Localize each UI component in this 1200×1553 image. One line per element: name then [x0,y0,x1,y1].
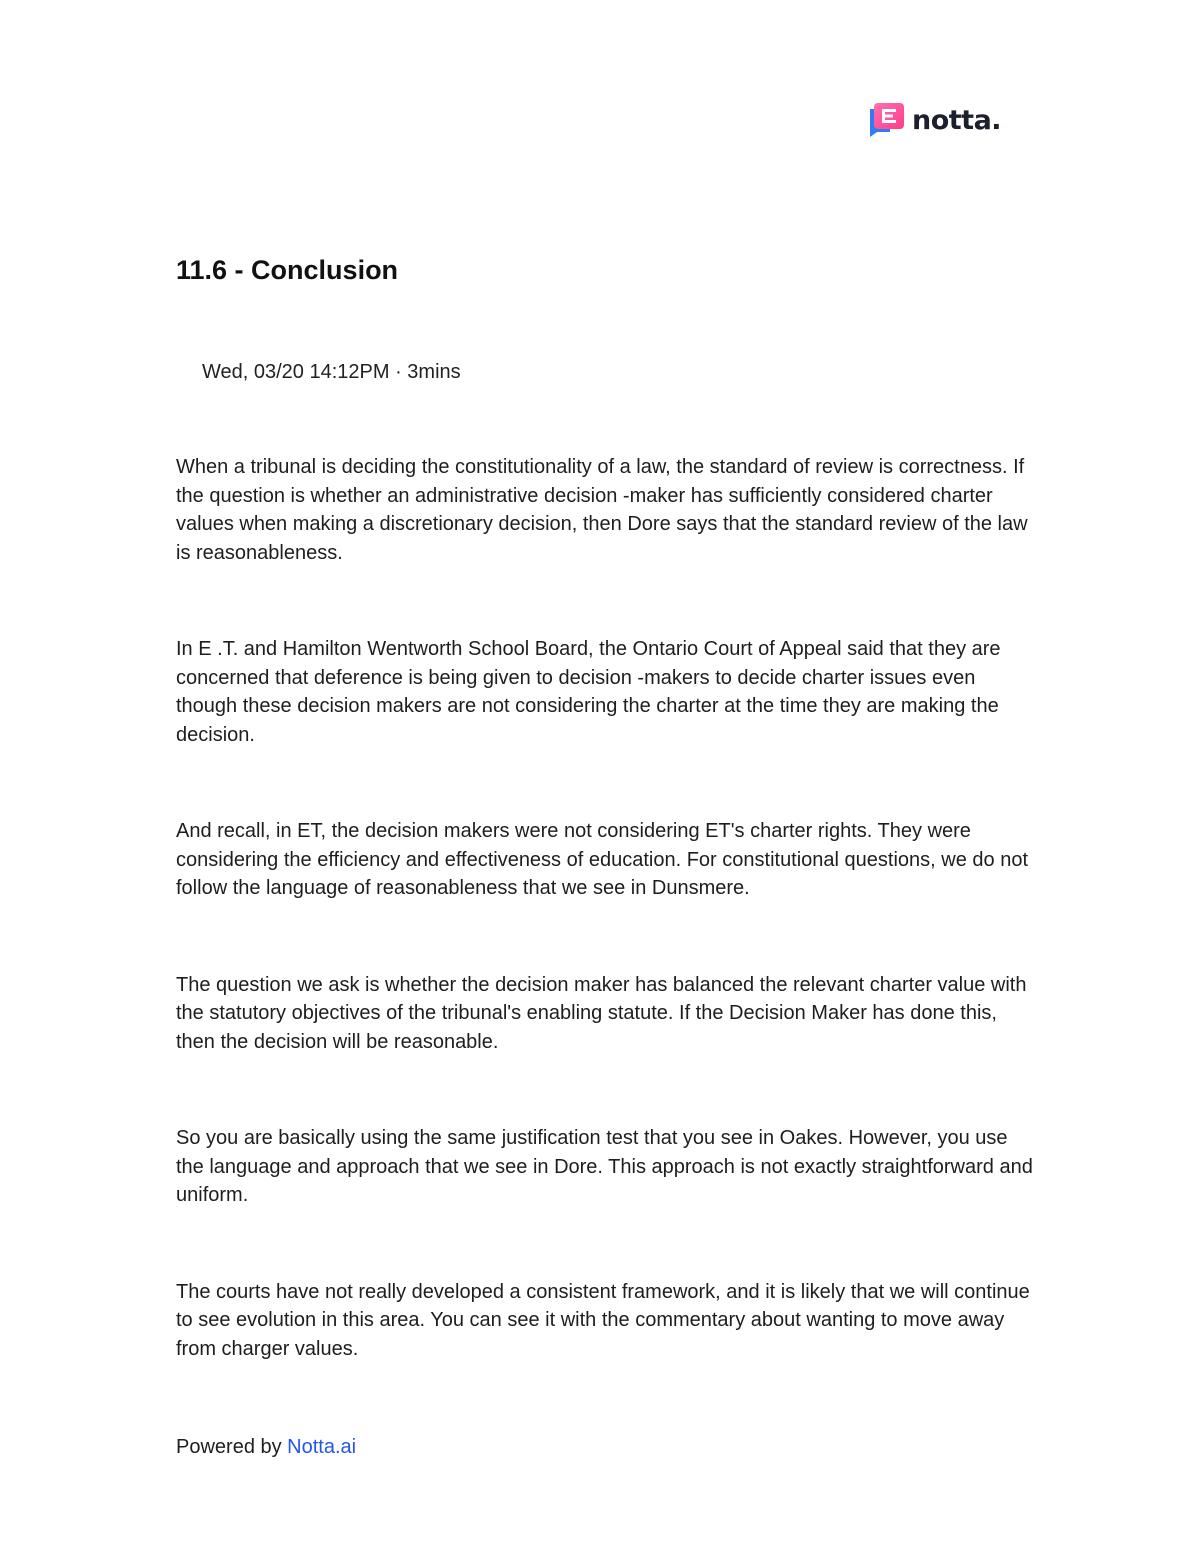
transcript-body [176,453,1036,1431]
logo-wordmark: notta. [912,104,1002,136]
paragraph: The question we ask is whether the decision maker has balanced the relevant charter value with the statutory objectives of the tribunal's enabling statute. If the Decision Maker has done this, then the decision will be reasonable. [176,973,1027,1053]
notta-logo [868,100,1001,140]
powered-by-footer [176,1433,356,1461]
notta-link[interactable]: Notta.ai [287,1436,357,1458]
paragraph: The courts have not really developed a consistent framework, and it is likely that we will continue to see evolution in this area. You can see it with the commentary about wanting to move away from charger values. [176,1280,1030,1360]
paragraph: And recall, in ET, the decision makers were not considering ET's charter rights. They were considering the efficiency and effectiveness of education. For constitutional questions, we do not follow the language of reasonableness that we see in Dunsmere. [176,820,1029,899]
paragraph: In E .T. and Hamilton Wentworth School Board, the Ontario Court of Appeal said that they are concerned that deference is being given to decision -makers to decide charter issues even though these decision makers are not considering the charter at the time they are making the decision. [176,638,1001,746]
recording-meta: Wed, 03/20 14:12PM · 3mins [202,361,461,383]
paragraph: So you are basically using the same justification test that you see in Oakes. However, you use the language and approach that we see in Dore. This approach is not exactly straightforward and uniform. [176,1127,1033,1206]
paragraph: When a tribunal is deciding the constitutionality of a law, the standard of review is correctness. If the question is whether an administrative decision -maker has sufficiently considered charter values when making a discretionary decision, then Dore says that the standard review of the law is reasonableness. [176,456,1028,564]
powered-by-label: Powered by [176,1436,288,1458]
document-title: 11.6 - Conclusion [176,255,399,285]
notta-logo-icon [868,101,906,139]
